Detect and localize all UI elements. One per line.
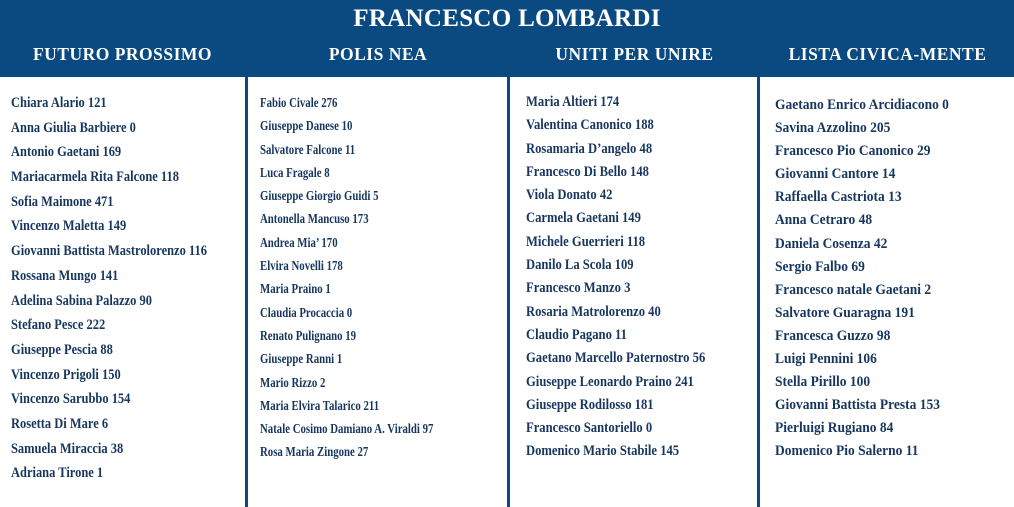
- candidate-list-futuro-prossimo: [11, 91, 239, 486]
- candidate-entry: Sofia Maimone 471: [11, 193, 114, 210]
- candidate-entry: Anna Giulia Barbiere 0: [11, 119, 136, 136]
- candidate-entry: Raffaella Castriota 13: [775, 189, 902, 206]
- candidate-entry: Giuseppe Rodilosso 181: [526, 396, 654, 413]
- candidate-entry: Francesca Guzzo 98: [775, 327, 891, 344]
- list-heading-uniti-per-unire: UNITI PER UNIRE: [555, 44, 714, 64]
- candidate-entry: Viola Donato 42: [526, 187, 613, 204]
- column-divider: [507, 74, 510, 507]
- candidate-entry: Luca Fragale 8: [260, 164, 330, 180]
- candidate-entry: Chiara Alario 121: [11, 95, 107, 111]
- candidate-entry: Giuseppe Ranni 1: [260, 351, 343, 367]
- candidate-entry: Gaetano Marcello Paternostro 56: [526, 350, 706, 367]
- list-heading-polis-nea: POLIS NEA: [328, 44, 428, 64]
- candidate-entry: Adriana Tirone 1: [11, 465, 104, 482]
- candidate-entry: Francesco natale Gaetani 2: [775, 281, 932, 298]
- candidate-entry: Rosamaria D’angelo 48: [526, 140, 653, 157]
- candidate-entry: Salvatore Guaragna 191: [775, 304, 915, 321]
- candidate-entry: Anna Cetraro 48: [775, 212, 873, 229]
- candidate-list-polis-nea: [260, 91, 477, 464]
- candidate-entry: Danilo La Scola 109: [526, 257, 634, 274]
- candidate-entry: Maria Praino 1: [260, 281, 331, 297]
- candidate-entry: Rosa Maria Zingone 27: [260, 444, 369, 460]
- candidate-entry: Francesco Santoriello 0: [526, 420, 653, 437]
- candidate-entry: Antonio Gaetani 169: [11, 144, 122, 161]
- candidate-entry: Giuseppe Leonardo Praino 241: [526, 373, 694, 390]
- candidate-entry: Giovanni Battista Mastrolorenzo 116: [11, 243, 207, 260]
- candidate-entry: Francesco Manzo 3: [526, 280, 631, 297]
- candidate-entry: Rosetta Di Mare 6: [11, 415, 109, 432]
- candidate-entry: Savina Azzolino 205: [775, 120, 891, 137]
- candidate-entry: Giovanni Cantore 14: [775, 166, 896, 183]
- candidate-entry: Rosaria Matrolorenzo 40: [526, 303, 661, 320]
- candidate-entry: Elvira Novelli 178: [260, 258, 343, 274]
- candidate-entry: Claudia Procaccia 0: [260, 304, 353, 320]
- candidate-entry: Luigi Pennini 106: [775, 351, 877, 368]
- candidate-entry: Sergio Falbo 69: [775, 258, 865, 275]
- candidate-entry: Vincenzo Maletta 149: [11, 218, 127, 235]
- candidate-entry: Stefano Pesce 222: [11, 317, 106, 334]
- candidate-entry: Adelina Sabina Palazzo 90: [11, 292, 152, 309]
- column-divider: [757, 74, 760, 507]
- candidate-entry: Salvatore Falcone 11: [260, 141, 356, 157]
- candidate-entry: Vincenzo Prigoli 150: [11, 366, 121, 383]
- candidate-list-lista-civica-mente: [775, 94, 962, 464]
- candidate-entry: Daniela Cosenza 42: [775, 235, 888, 252]
- candidate-entry: Valentina Canonico 188: [526, 117, 654, 134]
- list-heading-futuro-prossimo: FUTURO PROSSIMO: [32, 44, 213, 64]
- candidate-entry: Gaetano Enrico Arcidiacono 0: [775, 97, 949, 113]
- candidate-entry: Michele Guerrieri 118: [526, 233, 646, 250]
- candidate-entry: Giuseppe Giorgio Guidi 5: [260, 188, 379, 204]
- candidate-entry: Mariacarmela Rita Falcone 118: [11, 169, 179, 186]
- candidate-entry: Rossana Mungo 141: [11, 267, 119, 284]
- candidate-title: FRANCESCO LOMBARDI: [353, 5, 661, 32]
- candidate-entry: Mario Rizzo 2: [260, 374, 326, 390]
- candidate-entry: Giuseppe Danese 10: [260, 118, 353, 134]
- list-heading-lista-civica-mente: LISTA CIVICA-MENTE: [788, 44, 987, 64]
- candidate-entry: Stella Pirillo 100: [775, 374, 871, 391]
- candidate-entry: Fabio Civale 276: [260, 95, 338, 110]
- candidate-entry: Carmela Gaetani 149: [526, 210, 641, 227]
- candidate-entry: Samuela Miraccia 38: [11, 440, 124, 457]
- candidate-entry: Francesco Di Bello 148: [526, 163, 649, 180]
- candidate-entry: Maria Elvira Talarico 211: [260, 397, 380, 413]
- candidate-entry: Natale Cosimo Damiano A. Viraldi 97: [260, 421, 434, 437]
- candidate-entry: Andrea Mia’ 170: [260, 234, 338, 250]
- candidate-entry: Claudio Pagano 11: [526, 326, 627, 343]
- candidate-entry: Maria Altieri 174: [526, 94, 620, 110]
- candidate-entry: Giovanni Battista Presta 153: [775, 397, 940, 414]
- candidate-entry: Giuseppe Pescia 88: [11, 341, 113, 358]
- header-banner: [0, 0, 1014, 77]
- candidate-entry: Antonella Mancuso 173: [260, 211, 369, 227]
- candidate-list-uniti-per-unire: [526, 91, 732, 464]
- candidate-entry: Domenico Mario Stabile 145: [526, 443, 680, 460]
- candidate-entry: Pierluigi Rugiano 84: [775, 420, 894, 437]
- column-divider: [245, 74, 248, 507]
- candidate-entry: Renato Pulignano 19: [260, 327, 357, 343]
- candidate-entry: Francesco Pio Canonico 29: [775, 143, 931, 160]
- candidate-entry: Vincenzo Sarubbo 154: [11, 391, 131, 408]
- candidate-entry: Domenico Pio Salerno 11: [775, 443, 919, 460]
